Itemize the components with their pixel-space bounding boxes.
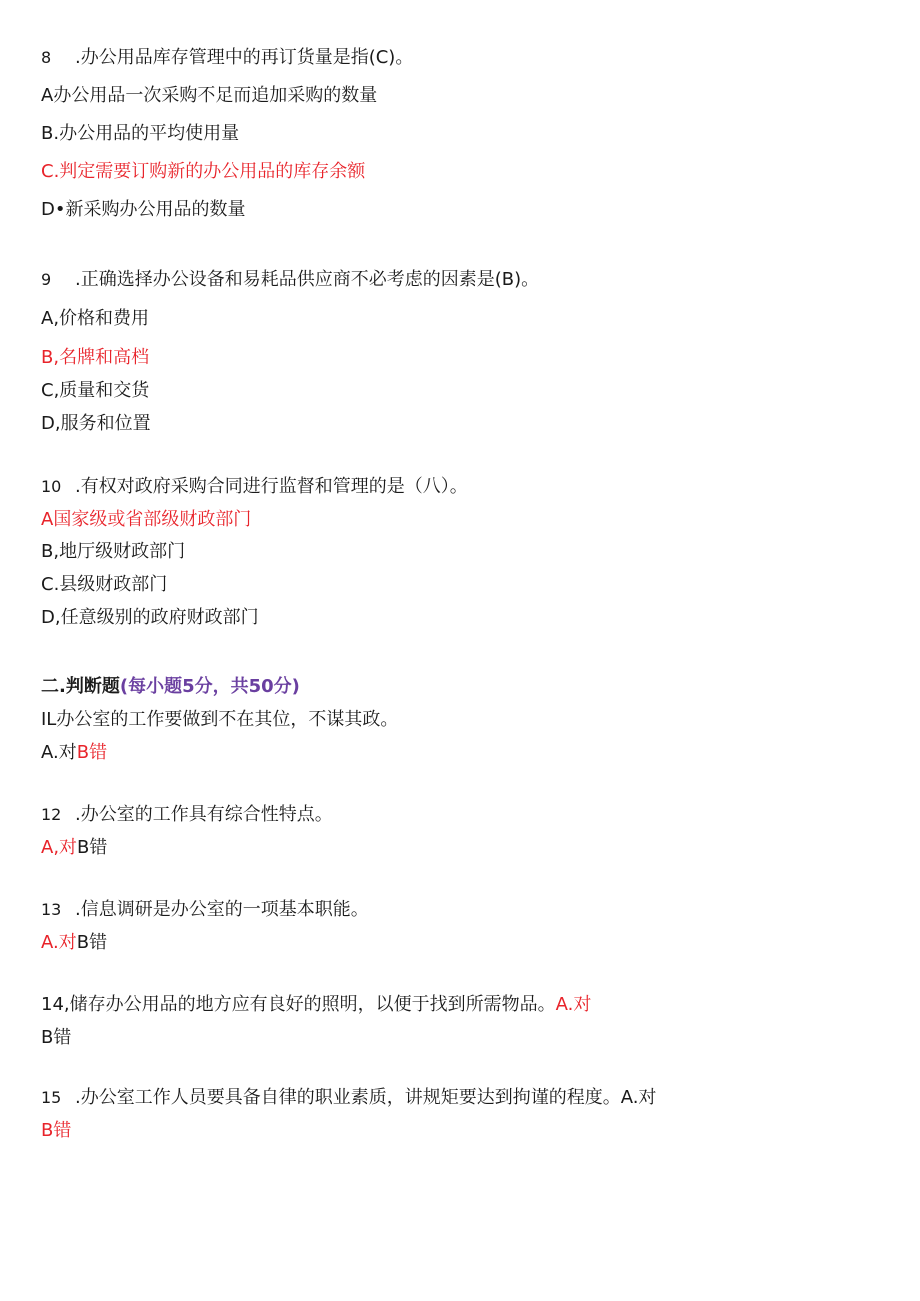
question-text: .有权对政府采购合同进行监督和管理的是（八）。 <box>75 476 468 497</box>
question-number: 10 <box>41 477 62 496</box>
question-9-stem <box>41 268 539 292</box>
question-15-stem <box>41 1086 656 1110</box>
question-text: .正确选择办公设备和易耗品供应商不必考虑的因素是(B)。 <box>75 269 540 290</box>
section-score-note: (每小题5分，共50分) <box>119 676 300 697</box>
q13-options <box>41 931 107 955</box>
q13-option-a-answer: A.对 <box>41 932 77 953</box>
question-text: .办公室工作人员要具备自律的职业素质，讲规矩要达到拘谨的程度。A.对 <box>75 1087 657 1108</box>
q9-option-d: D,服务和位置 <box>41 413 151 434</box>
q14-option-a-answer: A.对 <box>555 994 592 1015</box>
q11-options <box>41 741 107 765</box>
question-12-stem <box>41 803 333 827</box>
q12-option-b: B错 <box>77 837 108 858</box>
question-text: 14,储存办公用品的地方应有良好的照明，以便于找到所需物品。 <box>41 994 556 1015</box>
question-14-stem <box>41 993 591 1017</box>
q11-option-b-answer: B错 <box>76 742 108 763</box>
q11-option-a: A.对 <box>41 742 77 763</box>
q10-option-a-answer: A国家级或省部级财政部门 <box>41 509 252 530</box>
question-text: .信息调研是办公室的一项基本职能。 <box>75 899 369 920</box>
question-text: .办公用品库存管理中的再订货量是指(C)。 <box>75 47 414 68</box>
question-number: 15 <box>41 1088 62 1107</box>
section-heading <box>41 675 300 699</box>
q12-options <box>41 836 107 860</box>
q9-option-b-answer: B,名牌和高档 <box>41 347 150 368</box>
q10-option-d: D,任意级别的政府财政部门 <box>41 607 259 628</box>
question-10-stem <box>41 475 468 499</box>
q8-option-c-answer: C.判定需要订购新的办公用品的库存余额 <box>41 161 366 182</box>
question-number: 12 <box>41 805 62 824</box>
q12-option-a-answer: A,对 <box>41 837 78 858</box>
question-text: .办公室的工作具有综合性特点。 <box>75 804 333 825</box>
q9-option-a: A,价格和费用 <box>41 308 150 329</box>
q8-option-a: A办公用品一次采购不足而追加采购的数量 <box>41 85 378 106</box>
q15-option-b-answer: B错 <box>41 1120 72 1141</box>
question-13-stem <box>41 898 369 922</box>
q13-option-b: B错 <box>76 932 108 953</box>
q10-option-c: C.县级财政部门 <box>41 574 168 595</box>
question-number: 9 <box>41 270 52 289</box>
question-number: 8 <box>41 48 52 67</box>
q9-option-c: C,质量和交货 <box>41 380 150 401</box>
q8-option-d: D•新采购办公用品的数量 <box>41 199 246 220</box>
question-number: 13 <box>41 900 62 919</box>
section-title: 二.判断题 <box>41 676 120 697</box>
q8-option-b: B.办公用品的平均使用量 <box>41 123 240 144</box>
q10-option-b: B,地厅级财政部门 <box>41 541 186 562</box>
question-11-stem: IL办公室的工作要做到不在其位，不谋其政。 <box>41 709 399 730</box>
question-8-stem <box>41 46 413 70</box>
q14-option-b: B错 <box>41 1027 72 1048</box>
